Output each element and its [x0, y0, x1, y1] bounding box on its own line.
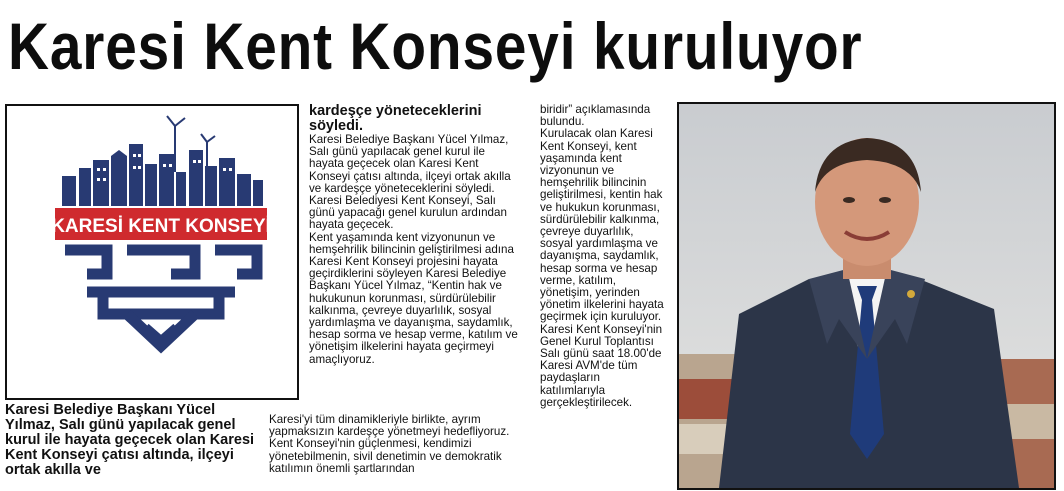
portrait-photo — [677, 102, 1056, 490]
article-column-middle-continuation — [269, 414, 523, 475]
article-paragraph: Kent yaşamında kent vizyonunun ve hemşehrilik bilincinin geliştirilmesi adına Karesi Kent Konseyi projesini hayata geçirdiklerini söyleyen Karesi Belediye Başkanı Yücel Yılmaz, “Kentin hak ve hukukunun korunması, sürdürülebilir kalkınma, çevreye duyarlılık, sosyal yardımlaşma ve dayanışma, saydamlık, hesap sorma ve hesap verme, katılım ve yönetişim ilkelerini hayata geçirmeyi amaçlıyoruz. — [309, 230, 518, 366]
photo-caption: Karesi Belediye Başkanı Yücel Yılmaz, Salı günü yapılacak genel kurul ile hayata geçecek olan Karesi Kent Konseyi çatısı altında, ilçeyi ortak akılla ve — [5, 402, 255, 478]
skyline-icon — [62, 116, 263, 206]
article-paragraph: Karesi'yi tüm dinamikleriyle birlikte, ayrım yapmaksızın kardeşçe yönetmeyi hedefliyoruz. Kent Konseyi'nin güçlenmesi, kendimizi yönetebilmenin, sivil denetimin ve demokratik katılımın önemli şartlarından — [269, 413, 510, 475]
article-paragraph: Karesi Belediye Başkanı Yücel Yılmaz, Salı günü yapılacak genel kurul ile hayata geçecek olan Karesi Kent Konseyi çatısı altında, ilçeyi ortak akılla ve kardeşçe yöneteceklerini söyledi. Karesi Belediyesi Kent Konseyi, Salı günü yapacağı genel kurulun ardından hayata geçecek. — [309, 133, 511, 232]
lead-continuation: kardeşçe yöneteceklerini söyledi. — [309, 103, 482, 134]
headline: Karesi Kent Konseyi kuruluyor — [8, 9, 863, 83]
article-paragraph: Kurulacak olan Karesi Kent Konseyi, kent yaşamında kent vizyonunun ve hemşehrilik bilincinin geliştirilmesi, kentin hak ve hukukun korunması, sürdürülebilir kalkınma, çevreye duyarlılık, sosyal yardımlaşma ve dayanışma, saydamlık, hesap sorma ve hesap verme, katılım, yönetişim, yerinden yönetim ilkelerini hayata geçirmek için kuruluyor. Karesi Kent Konseyi'nin Genel Kurul Toplantısı Salı günü saat 18.00'de Karesi AVM'de tüm paydaşların katılımlarıyla gerçekleştirilecek. — [540, 127, 664, 409]
portrait-image — [679, 104, 1054, 488]
article-column-middle — [309, 104, 519, 366]
logo-box — [5, 104, 299, 400]
pattern-icon — [65, 250, 257, 346]
article-column-right — [540, 104, 668, 409]
article-paragraph: biridir” açıklamasında bulundu. — [540, 103, 651, 129]
karesi-kent-konseyi-logo — [7, 106, 297, 398]
logo-text: KARESİ KENT KONSEYİ — [51, 216, 271, 237]
